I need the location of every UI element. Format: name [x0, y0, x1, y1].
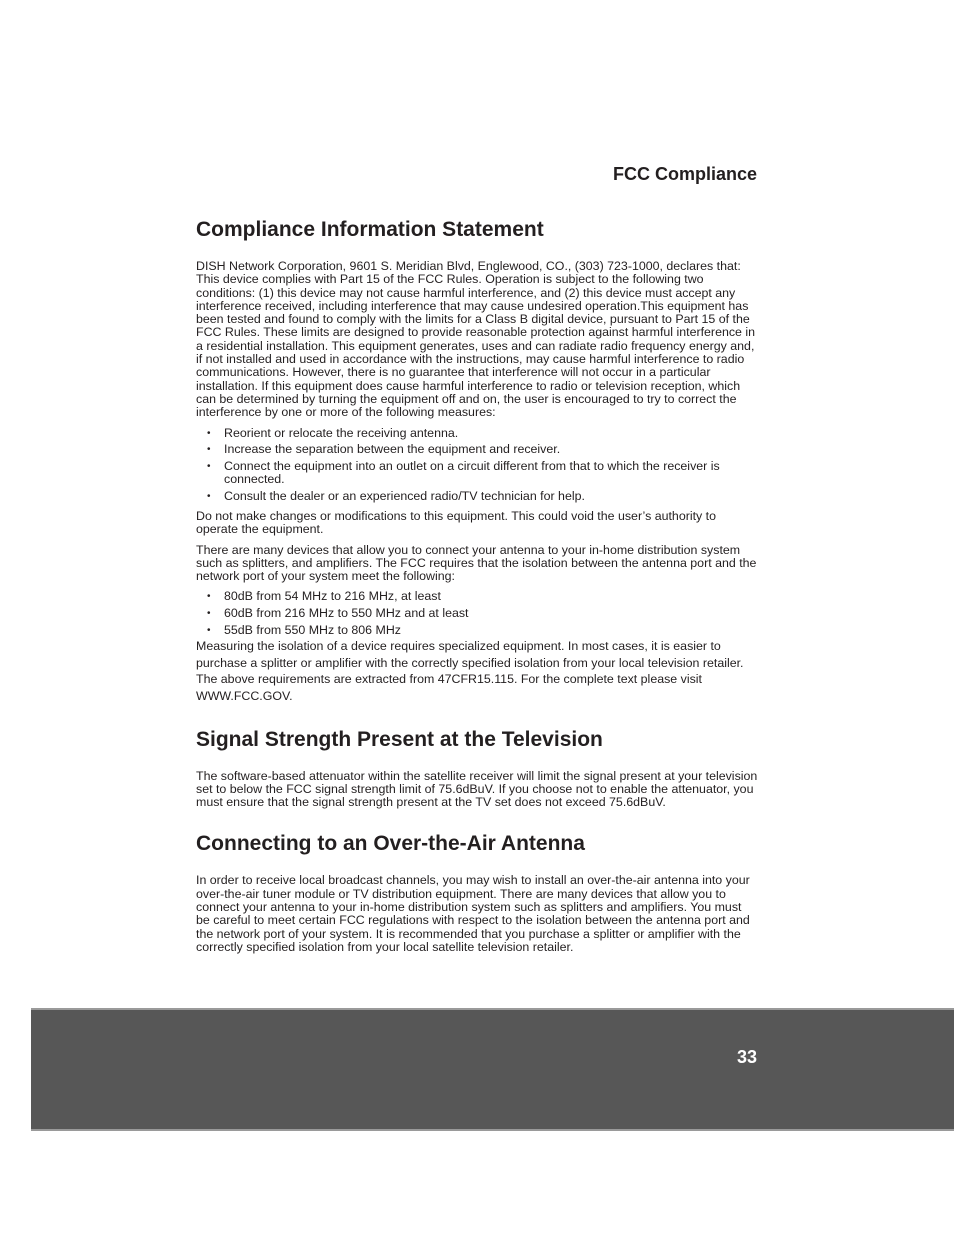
isolation-intro: There are many devices that allow you to connect your antenna to your in-home distribution system such as splitters, and amplifiers. The FCC requires that the isolation between the antenna port and the network port of your system meet the following: [196, 542, 757, 584]
running-header-title: FCC Compliance [612, 164, 757, 184]
page-number: 33 [736, 1047, 757, 1067]
list-item: • Consult the dealer or an experienced radio/TV technician for help. [196, 490, 758, 503]
signal-strength-heading: Signal Strength Present at the Television [196, 727, 603, 751]
isolation-requirements-list [196, 590, 758, 636]
list-item: • 55dB from 550 MHz to 806 MHz [196, 624, 758, 637]
list-item: • Connect the equipment into an outlet on a circuit different from that to which the receiver is connected. [196, 460, 758, 487]
list-item: • Reorient or relocate the receiving antenna. [196, 427, 758, 440]
list-item: • Increase the separation between the equipment and receiver. [196, 443, 758, 456]
list-item: • 80dB from 54 MHz to 216 MHz, at least [196, 590, 758, 603]
measuring-note: Measuring the isolation of a device requires specialized equipment. In most cases, it is easier to purchase a splitter or amplifier with the correctly specified isolation from your local television retailer. The above requirements are extracted from 47CFR15.115. For the complete text please visit WWW.FCC.GOV. [196, 639, 744, 703]
page-content [196, 217, 758, 961]
compliance-heading: Compliance Information Statement [196, 218, 544, 241]
modification-warning: Do not make changes or modifications to this equipment. This could void the user’s authority to operate the equipment. [196, 508, 717, 537]
antenna-heading: Connecting to an Over-the-Air Antenna [196, 832, 585, 856]
compliance-intro: DISH Network Corporation, 9601 S. Meridian Blvd, Englewood, CO., (303) 723-1000, declares that: This device complies with Part 15 of the FCC Rules. Operation is subject to the following two conditions: (1) this device may not cause harmful interference, and (2) this device must accept any interference received, including interference that may cause undesired operation.This equipment has been tested and found to comply with the limits for a Class B digital device, pursuant to Part 15 of the FCC Rules. These limits are designed to provide reasonable protection against harmful interference in a residential installation. This equipment generates, uses and can radiate radio frequency energy and, if not installed and used in accordance with the instructions, may cause harmful interference to radio communications. However, there is no guarantee that interference will not occur in a particular installation. If this equipment does cause harmful interference to radio or television reception, which can be determined by turning the equipment off and on, the user is encouraged to try to correct the interference by one or more of the following measures: [196, 259, 756, 420]
interference-measures-list [196, 427, 758, 503]
signal-strength-body: The software-based attenuator within the satellite receiver will limit the signal present at your television set to below the FCC signal strength limit of 75.6dBuV. If you choose not to enable the attenuator, you must ensure that the signal strength present at the TV set does not exceed 75.6dBuV. [196, 768, 758, 810]
antenna-body: In order to receive local broadcast channels, you may wish to install an over-the-air antenna into your over-the-air tuner module or TV distribution equipment. There are many devices that allow you to connect your antenna to your in-home distribution system such as splitters and amplifiers. You must be careful to meet certain FCC regulations with respect to the isolation between the antenna port and the network port of your system. It is recommended that you purchase a splitter or amplifier with the correctly specified isolation from your local satellite television retailer. [196, 873, 750, 954]
list-item: • 60dB from 216 MHz to 550 MHz and at least [196, 607, 758, 620]
footer-band [31, 1008, 954, 1131]
